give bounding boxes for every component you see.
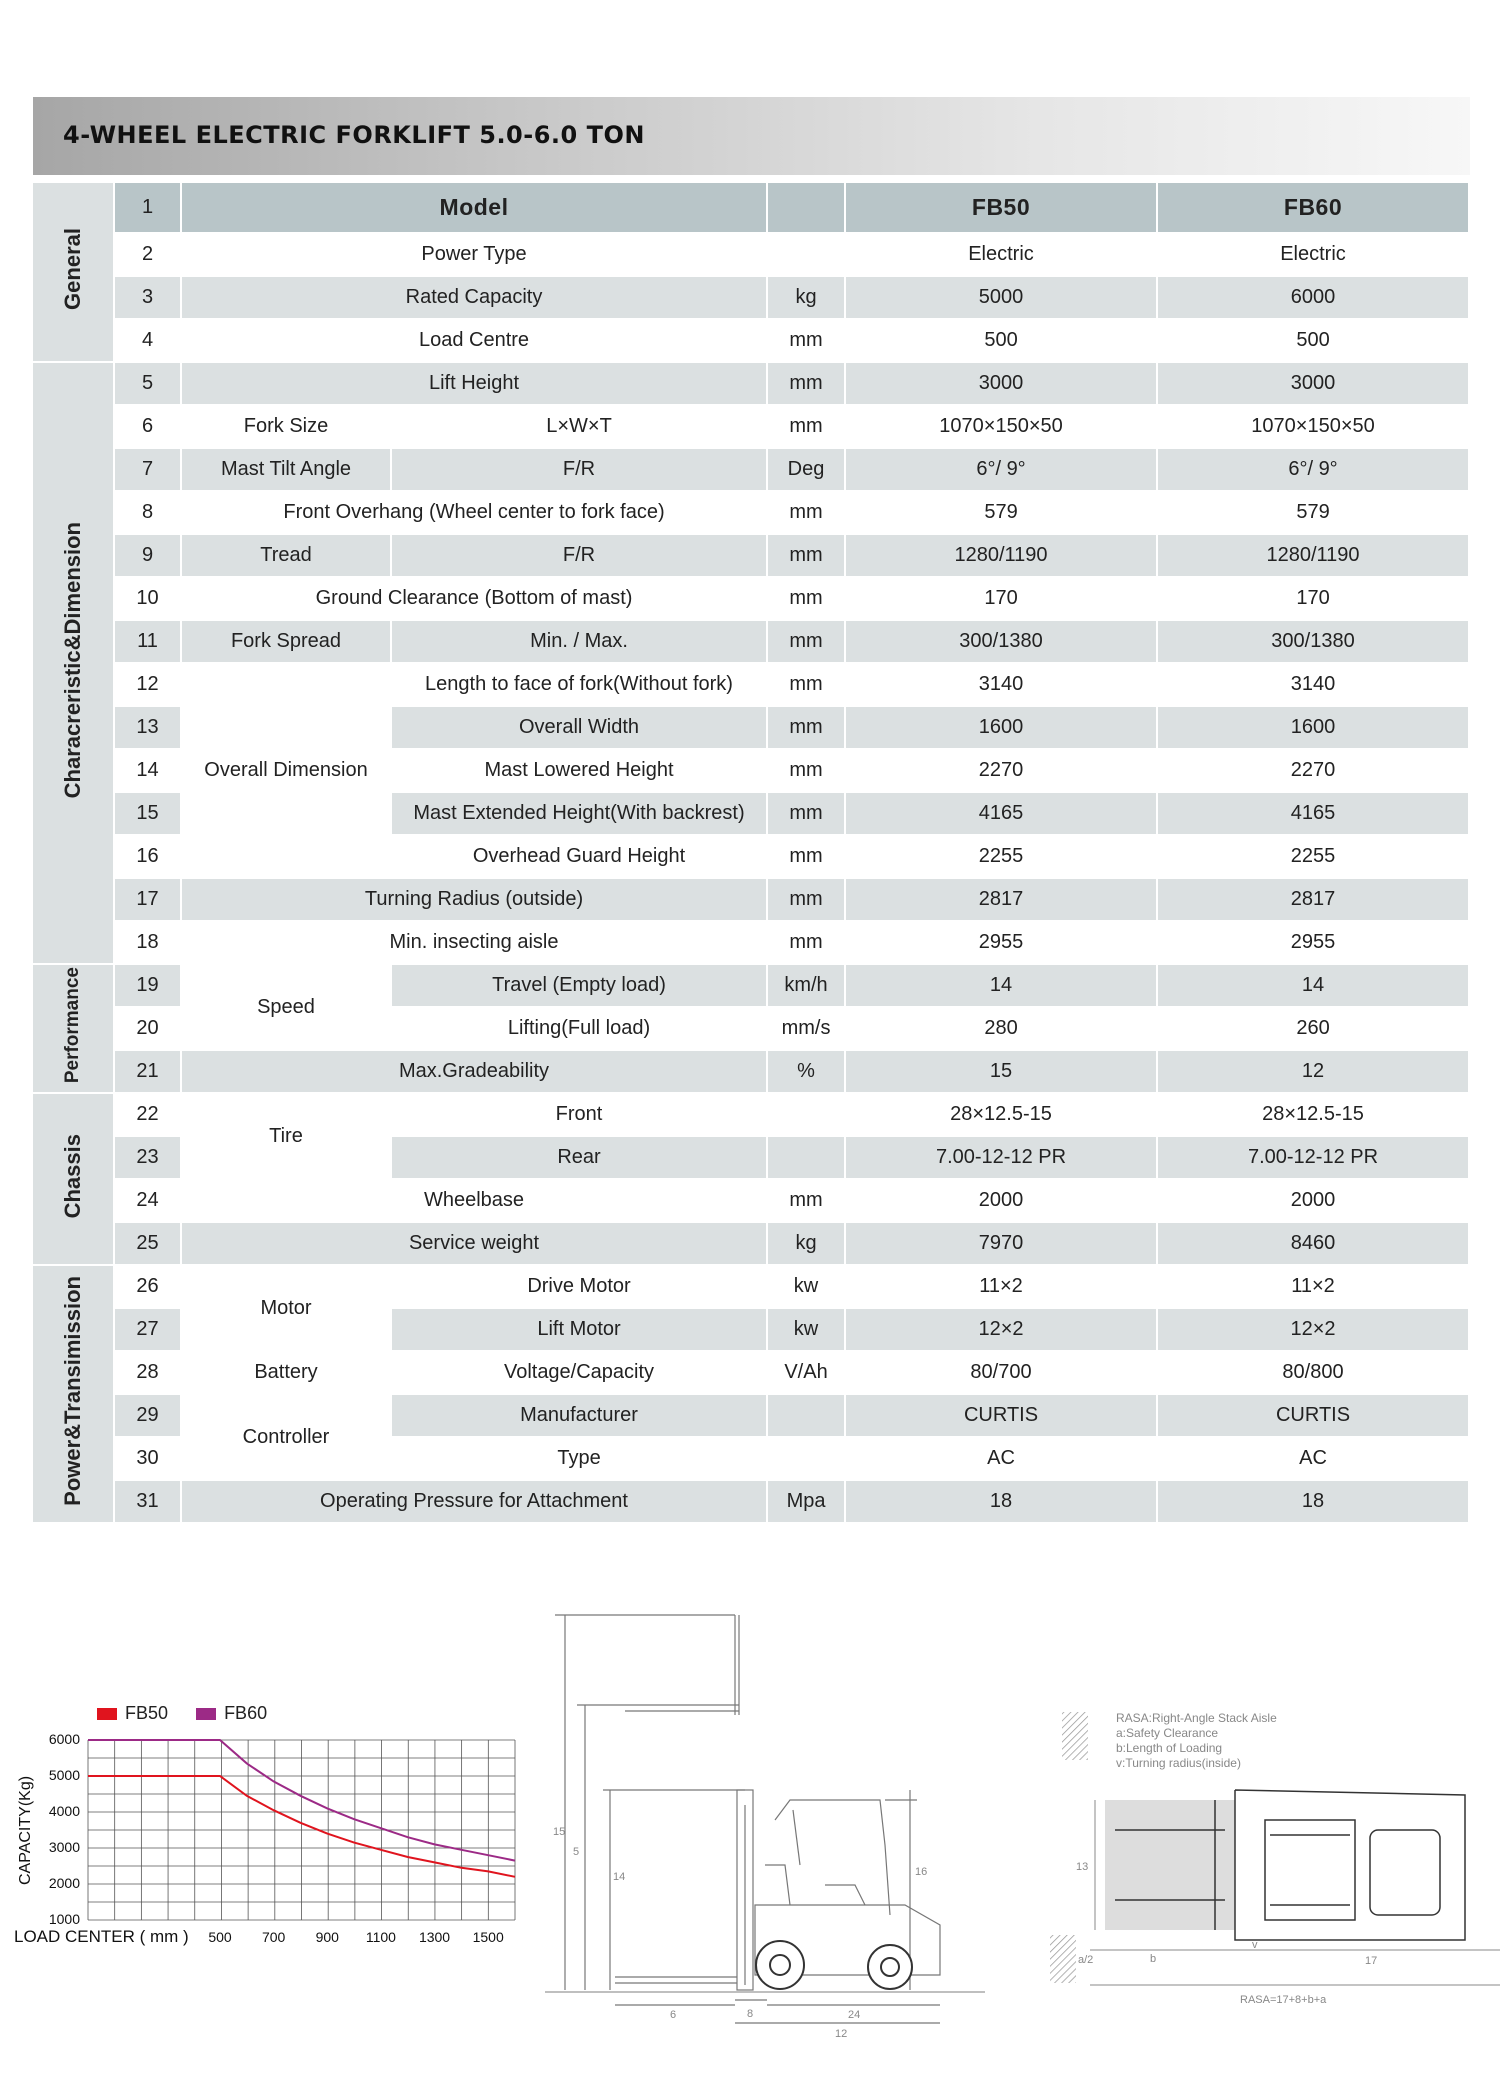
row-unit: mm <box>768 578 846 621</box>
dim-label: 15 <box>553 1826 566 1838</box>
dim-label: a/2 <box>1078 1954 1094 1966</box>
fb50-value: 2270 <box>846 750 1158 793</box>
row-number: 12 <box>115 664 182 707</box>
fb50-value: AC <box>846 1438 1158 1481</box>
row-unit: mm <box>768 320 846 363</box>
legend-line: b:Length of Loading <box>1116 1741 1223 1755</box>
table-row <box>33 535 1470 578</box>
row-sublabel: L×W×T <box>392 406 768 449</box>
row-label: Service weight <box>182 1223 768 1266</box>
fb60-value: 12×2 <box>1158 1309 1470 1352</box>
table-row <box>33 965 1470 1008</box>
unit-header <box>768 183 846 234</box>
table-row <box>33 879 1470 922</box>
row-number: 23 <box>115 1137 182 1180</box>
fb50-value: 2255 <box>846 836 1158 879</box>
x-axis-label: LOAD CENTER ( mm ) <box>14 1927 189 1946</box>
row-sublabel: F/R <box>392 449 768 492</box>
fb50-value: 1070×150×50 <box>846 406 1158 449</box>
x-tick-label: 1300 <box>418 1929 451 1945</box>
row-number: 1 <box>115 183 182 234</box>
table-row <box>33 363 1470 406</box>
row-number: 26 <box>115 1266 182 1309</box>
table-row <box>33 922 1470 965</box>
row-number: 18 <box>115 922 182 965</box>
table-row <box>33 277 1470 320</box>
fb60-value: CURTIS <box>1158 1395 1470 1438</box>
row-label: Fork Spread <box>182 621 392 664</box>
group-chassis: Chassis <box>33 1094 115 1266</box>
fb50-value: 2000 <box>846 1180 1158 1223</box>
table-row <box>33 1051 1470 1094</box>
row-unit: mm <box>768 707 846 750</box>
row-label: Wheelbase <box>182 1180 768 1223</box>
row-sublabel: Front <box>392 1094 768 1137</box>
row-number: 27 <box>115 1309 182 1352</box>
dim-label: 14 <box>613 1871 626 1883</box>
row-label: Tire <box>182 1094 392 1180</box>
spec-table <box>33 183 1470 1524</box>
table-row <box>33 1180 1470 1223</box>
row-unit: mm <box>768 664 846 707</box>
fb50-value: 300/1380 <box>846 621 1158 664</box>
table-row <box>33 234 1470 277</box>
dim-label: 12 <box>835 2028 848 2040</box>
group-power: Power&Transimission <box>33 1266 115 1524</box>
y-tick-label: 1000 <box>48 1911 80 1927</box>
row-number: 25 <box>115 1223 182 1266</box>
dim-label: v <box>1252 1939 1258 1951</box>
table-row <box>33 449 1470 492</box>
row-number: 4 <box>115 320 182 363</box>
fb60-value: 3000 <box>1158 363 1470 406</box>
row-number: 11 <box>115 621 182 664</box>
row-sublabel: Manufacturer <box>392 1395 768 1438</box>
y-tick-label: 4000 <box>48 1803 80 1819</box>
row-label: Controller <box>182 1395 392 1481</box>
group-performance: Performance <box>33 965 115 1094</box>
row-sublabel: Drive Motor <box>392 1266 768 1309</box>
row-number: 3 <box>115 277 182 320</box>
row-unit: mm <box>768 535 846 578</box>
fb50-value: Electric <box>846 234 1158 277</box>
row-number: 2 <box>115 234 182 277</box>
table-row <box>33 1395 1470 1438</box>
truck-outline <box>1215 1790 1465 1940</box>
x-tick-label: 900 <box>315 1929 339 1945</box>
x-tick-label: 1500 <box>472 1929 504 1945</box>
legend-line: v:Turning radius(inside) <box>1116 1756 1241 1770</box>
fb60-value: 2000 <box>1158 1180 1470 1223</box>
row-unit: mm <box>768 879 846 922</box>
row-number: 24 <box>115 1180 182 1223</box>
fb60-value: 2255 <box>1158 836 1470 879</box>
fb50-value: 2817 <box>846 879 1158 922</box>
row-number: 19 <box>115 965 182 1008</box>
dim-label: 8 <box>747 2008 754 2020</box>
row-label: Turning Radius (outside) <box>182 879 768 922</box>
fb60-value: 2817 <box>1158 879 1470 922</box>
fb60-value: 80/800 <box>1158 1352 1470 1395</box>
row-sublabel: Mast Extended Height(With backrest) <box>392 793 768 836</box>
row-number: 21 <box>115 1051 182 1094</box>
fb50-value: 4165 <box>846 793 1158 836</box>
table-header-row <box>33 183 1470 234</box>
fb60-value: 1600 <box>1158 707 1470 750</box>
fb60-value: 8460 <box>1158 1223 1470 1266</box>
table-row <box>33 1352 1470 1395</box>
row-number: 22 <box>115 1094 182 1137</box>
row-sublabel: Length to face of fork(Without fork) <box>392 664 768 707</box>
row-unit: V/Ah <box>768 1352 846 1395</box>
row-number: 7 <box>115 449 182 492</box>
row-unit <box>768 1438 846 1481</box>
fb50-value: 28×12.5-15 <box>846 1094 1158 1137</box>
fb50-value: 14 <box>846 965 1158 1008</box>
fb60-value: 260 <box>1158 1008 1470 1051</box>
fb50-value: 7.00-12-12 PR <box>846 1137 1158 1180</box>
row-label: Fork Size <box>182 406 392 449</box>
dim-label: 24 <box>848 2009 861 2021</box>
fb60-legend-label: FB60 <box>224 1703 268 1723</box>
dim-label: 16 <box>915 1866 928 1878</box>
table-row <box>33 578 1470 621</box>
row-number: 30 <box>115 1438 182 1481</box>
x-tick-label: 700 <box>261 1929 286 1945</box>
fb50-value: 3000 <box>846 363 1158 406</box>
row-sublabel: Overall Width <box>392 707 768 750</box>
fb50-value: 12×2 <box>846 1309 1158 1352</box>
x-tick-label: 1100 <box>365 1929 396 1945</box>
load-capacity-chart <box>0 1690 540 1970</box>
row-sublabel: Voltage/Capacity <box>392 1352 768 1395</box>
row-unit: Mpa <box>768 1481 846 1524</box>
dim-label: 5 <box>573 1846 580 1858</box>
rasa-formula: RASA=17+8+b+a <box>1240 1994 1327 2006</box>
fb60-value: 500 <box>1158 320 1470 363</box>
fb50-value: 2955 <box>846 922 1158 965</box>
row-number: 31 <box>115 1481 182 1524</box>
dim-label: b <box>1150 1953 1157 1965</box>
fb60-value: 3140 <box>1158 664 1470 707</box>
y-tick-label: 5000 <box>48 1767 80 1783</box>
row-number: 29 <box>115 1395 182 1438</box>
y-tick-label: 2000 <box>48 1875 80 1891</box>
overhead-guard <box>775 1800 890 1915</box>
row-label: Operating Pressure for Attachment <box>182 1481 768 1524</box>
row-unit: mm/s <box>768 1008 846 1051</box>
row-label: Min. insecting aisle <box>182 922 768 965</box>
row-unit: mm <box>768 621 846 664</box>
row-number: 5 <box>115 363 182 406</box>
row-sublabel: Type <box>392 1438 768 1481</box>
row-unit: mm <box>768 1180 846 1223</box>
fb60-value: 1280/1190 <box>1158 535 1470 578</box>
row-unit: mm <box>768 406 846 449</box>
row-number: 10 <box>115 578 182 621</box>
dim-label: 13 <box>1076 1861 1089 1873</box>
table-row <box>33 1266 1470 1309</box>
fb60-value: 2955 <box>1158 922 1470 965</box>
row-label: Power Type <box>182 234 768 277</box>
row-unit <box>768 1094 846 1137</box>
row-sublabel: Rear <box>392 1137 768 1180</box>
row-unit: Deg <box>768 449 846 492</box>
row-unit: mm <box>768 836 846 879</box>
fb50-value: 18 <box>846 1481 1158 1524</box>
legend-line: RASA:Right-Angle Stack Aisle <box>1116 1711 1277 1725</box>
fb50-value: 11×2 <box>846 1266 1158 1309</box>
table-row <box>33 320 1470 363</box>
fb50-value: CURTIS <box>846 1395 1158 1438</box>
fb50-value: 15 <box>846 1051 1158 1094</box>
fb60-value: 14 <box>1158 965 1470 1008</box>
fb50-value: 1280/1190 <box>846 535 1158 578</box>
fb50-value: 6°/ 9° <box>846 449 1158 492</box>
table-row <box>33 1094 1470 1137</box>
row-label: Lift Height <box>182 363 768 406</box>
table-row <box>33 1223 1470 1266</box>
fb60-value: 300/1380 <box>1158 621 1470 664</box>
row-sublabel: F/R <box>392 535 768 578</box>
row-number: 14 <box>115 750 182 793</box>
fb60-value: 579 <box>1158 492 1470 535</box>
row-label: Overall Dimension <box>182 664 392 879</box>
row-number: 16 <box>115 836 182 879</box>
row-label: Load Centre <box>182 320 768 363</box>
row-label: Battery <box>182 1352 392 1395</box>
fb60-value: AC <box>1158 1438 1470 1481</box>
table-row <box>33 1481 1470 1524</box>
row-number: 15 <box>115 793 182 836</box>
row-sublabel: Lifting(Full load) <box>392 1008 768 1051</box>
row-label: Tread <box>182 535 392 578</box>
row-unit: mm <box>768 363 846 406</box>
row-unit: kg <box>768 1223 846 1266</box>
row-unit <box>768 1137 846 1180</box>
aisle-plan-drawing <box>1040 1700 1500 2020</box>
row-number: 13 <box>115 707 182 750</box>
row-label: Rated Capacity <box>182 277 768 320</box>
row-label: Front Overhang (Wheel center to fork face) <box>182 492 768 535</box>
fb60-value: 4165 <box>1158 793 1470 836</box>
fb50-header: FB50 <box>846 183 1158 234</box>
fb50-value: 5000 <box>846 277 1158 320</box>
row-unit: mm <box>768 492 846 535</box>
row-number: 8 <box>115 492 182 535</box>
table-row <box>33 406 1470 449</box>
row-unit: mm <box>768 793 846 836</box>
fb50-value: 80/700 <box>846 1352 1158 1395</box>
dim-label: 6 <box>670 2009 677 2021</box>
fb60-value: Electric <box>1158 234 1470 277</box>
legend-line: a:Safety Clearance <box>1116 1726 1219 1740</box>
row-sublabel: Travel (Empty load) <box>392 965 768 1008</box>
y-tick-label: 6000 <box>48 1731 80 1747</box>
table-row <box>33 664 1470 707</box>
model-header: Model <box>182 183 768 234</box>
fb50-value: 170 <box>846 578 1158 621</box>
row-number: 28 <box>115 1352 182 1395</box>
group-general: General <box>33 183 115 363</box>
y-tick-label: 3000 <box>48 1839 80 1855</box>
row-label: Max.Gradeability <box>182 1051 768 1094</box>
fb50-value: 3140 <box>846 664 1158 707</box>
row-number: 6 <box>115 406 182 449</box>
row-unit: mm <box>768 750 846 793</box>
table-row <box>33 621 1470 664</box>
fb50-legend-label: FB50 <box>125 1703 169 1723</box>
row-unit: km/h <box>768 965 846 1008</box>
group-dimension: Characreristic&Dimension <box>33 363 115 965</box>
dim-label: 17 <box>1365 1955 1378 1967</box>
row-number: 20 <box>115 1008 182 1051</box>
row-sublabel: Overhead Guard Height <box>392 836 768 879</box>
fb50-value: 579 <box>846 492 1158 535</box>
fb60-value: 1070×150×50 <box>1158 406 1470 449</box>
row-sublabel: Min. / Max. <box>392 621 768 664</box>
fb60-value: 7.00-12-12 PR <box>1158 1137 1470 1180</box>
forklift-side-drawing <box>545 1605 1015 2045</box>
row-sublabel: Mast Lowered Height <box>392 750 768 793</box>
row-unit <box>768 1395 846 1438</box>
fb50-value: 7970 <box>846 1223 1158 1266</box>
fb60-value: 170 <box>1158 578 1470 621</box>
fb50-value: 1600 <box>846 707 1158 750</box>
rasa-legend-swatch <box>1062 1712 1088 1760</box>
x-tick-label: 500 <box>208 1929 232 1945</box>
row-label: Ground Clearance (Bottom of mast) <box>182 578 768 621</box>
fb50-value: 280 <box>846 1008 1158 1051</box>
row-unit: kw <box>768 1309 846 1352</box>
fb60-value: 12 <box>1158 1051 1470 1094</box>
row-number: 17 <box>115 879 182 922</box>
fb60-value: 11×2 <box>1158 1266 1470 1309</box>
row-unit <box>768 234 846 277</box>
row-unit: mm <box>768 922 846 965</box>
row-unit: kg <box>768 277 846 320</box>
fb50-value: 500 <box>846 320 1158 363</box>
title-banner <box>33 97 1470 175</box>
fb60-header: FB60 <box>1158 183 1470 234</box>
fb60-value: 28×12.5-15 <box>1158 1094 1470 1137</box>
fb60-value: 6°/ 9° <box>1158 449 1470 492</box>
row-unit: % <box>768 1051 846 1094</box>
row-label: Motor <box>182 1266 392 1352</box>
table-row <box>33 492 1470 535</box>
fb60-value: 6000 <box>1158 277 1470 320</box>
row-sublabel: Lift Motor <box>392 1309 768 1352</box>
y-axis-label: CAPACITY(Kg) <box>17 1775 34 1885</box>
fb60-value: 18 <box>1158 1481 1470 1524</box>
row-label: Speed <box>182 965 392 1051</box>
fb60-value: 2270 <box>1158 750 1470 793</box>
row-unit: kw <box>768 1266 846 1309</box>
page-title: 4-WHEEL ELECTRIC FORKLIFT 5.0-6.0 TON <box>63 121 645 149</box>
row-label: Mast Tilt Angle <box>182 449 392 492</box>
row-number: 9 <box>115 535 182 578</box>
